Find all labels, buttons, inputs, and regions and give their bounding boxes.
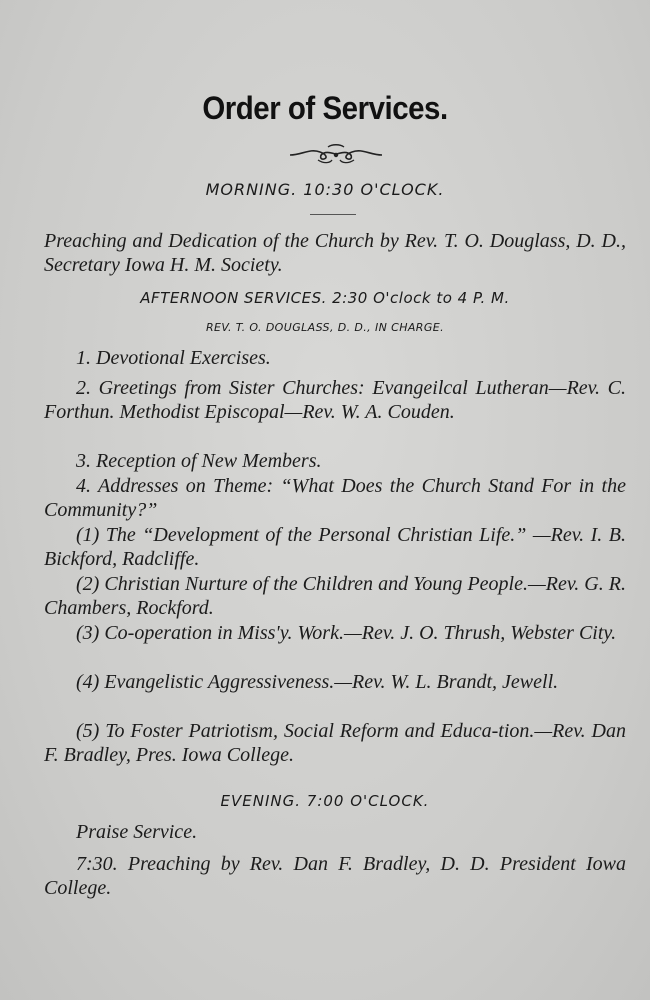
address-item: (3) Co-operation in Miss'y. Work.—Rev. J. O. Thrush, Webster City. xyxy=(76,622,617,644)
afternoon-heading: AFTERNOON SERVICES. 2:30 O'clock to 4 P. M. xyxy=(140,289,510,307)
afternoon-item: 4. Addresses on Theme: “What Does the Church Stand For in the Community?” xyxy=(44,475,626,521)
afternoon-item: 2. Greetings from Sister Churches: Evangeilcal Lutheran—Rev. C. Forthun. Methodist Episcopal—Rev. W. A. Couden. xyxy=(44,377,626,423)
address-item: (4) Evangelistic Aggressiveness.—Rev. W. L. Brandt, Jewell. xyxy=(76,671,559,693)
morning-heading: MORNING. 10:30 O'CLOCK. xyxy=(205,180,445,199)
decorative-flourish-icon xyxy=(288,143,384,165)
evening-heading: EVENING. 7:00 O'CLOCK. xyxy=(220,792,430,810)
evening-item: Praise Service. xyxy=(76,821,198,843)
page-title: Order of Services. xyxy=(202,90,448,126)
morning-text: Preaching and Dedication of the Church by Rev. T. O. Douglass, D. D., Secretary Iowa H. M. Society. xyxy=(44,230,626,276)
evening-item: 7:30. Preaching by Rev. Dan F. Bradley, D. D. President Iowa College. xyxy=(44,853,626,899)
afternoon-item: 1. Devotional Exercises. xyxy=(76,347,271,369)
section-divider xyxy=(310,214,356,215)
address-item: (5) To Foster Patriotism, Social Reform and Educa-tion.—Rev. Dan F. Bradley, Pres. Iowa College. xyxy=(44,720,626,766)
afternoon-charge: REV. T. O. DOUGLASS, D. D., IN CHARGE. xyxy=(205,321,445,334)
address-item: (2) Christian Nurture of the Children and Young People.—Rev. G. R. Chambers, Rockford. xyxy=(44,573,626,619)
address-item: (1) The “Development of the Personal Christian Life.” —Rev. I. B. Bickford, Radcliffe. xyxy=(44,524,626,570)
afternoon-item: 3. Reception of New Members. xyxy=(76,450,322,472)
